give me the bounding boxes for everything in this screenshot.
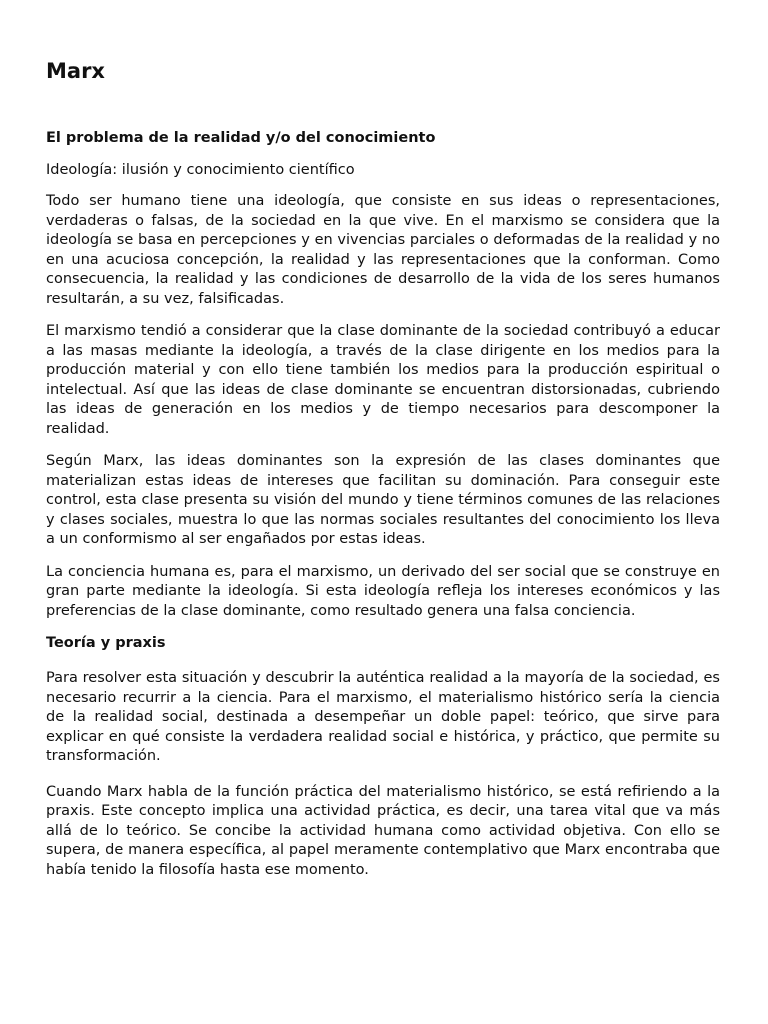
paragraph: Según Marx, las ideas dominantes son la expresión de las clases dominantes que materializan estas ideas de intereses que facilitan su dominación. Para conseguir este control, esta clase presenta su visión del mundo y tiene términos comunes de las relaciones y clases sociales, muestra lo que las normas sociales resultantes del conocimiento los lleva a un conformismo al ser engañados por estas ideas. bbox=[46, 453, 720, 547]
paragraph: Para resolver esta situación y descubrir la auténtica realidad a la mayoría de la sociedad, es necesario recurrir a la ciencia. Para el marxismo, el materialismo histórico sería la ciencia de la realidad social, destinada a desempeñar un doble papel: teórico, que sirve para explicar en qué consiste la verdadera realidad social e histórica, y práctico, que permite su transformación. bbox=[46, 670, 720, 764]
paragraph: Todo ser humano tiene una ideología, que consiste en sus ideas o representaciones, verdaderas o falsas, de la sociedad en la que vive. En el marxismo se considera que la ideología se basa en percepciones y en vivencias parciales o deformadas de la realidad y no en una acuciosa concepción, la realidad y las representaciones que la conforman. Como consecuencia, la realidad y las condiciones de desarrollo de la vida de los seres humanos resultarán, a su vez, falsificadas. bbox=[46, 193, 720, 307]
section-heading-conocimiento: El problema de la realidad y/o del conocimiento bbox=[46, 130, 436, 146]
paragraph: La conciencia humana es, para el marxismo, un derivado del ser social que se construye en gran parte mediante la ideología. Si esta ideología refleja los intereses económicos y las preferencias de la clase dominante, como resultado genera una falsa conciencia. bbox=[46, 563, 720, 619]
document-title: Marx bbox=[46, 59, 105, 83]
section-heading-teoria-praxis: Teoría y praxis bbox=[46, 635, 166, 651]
paragraph: Cuando Marx habla de la función práctica del materialismo histórico, se está refiriendo a la praxis. Este concepto implica una actividad práctica, es decir, una tarea vital que va más allá de lo teórico. Se concibe la actividad humana como actividad objetiva. Con ello se supera, de manera específica, al papel meramente contemplativo que Marx encontraba que había tenido la filosofía hasta ese momento. bbox=[46, 783, 720, 878]
subheading-ideologia: Ideología: ilusión y conocimiento científico bbox=[46, 162, 355, 178]
paragraph: El marxismo tendió a considerar que la clase dominante de la sociedad contribuyó a educar a las masas mediante la ideología, a través de la clase dirigente en los medios para la producción material y con ello tiene también los medios para la producción espiritual o intelectual. Así que las ideas de clase dominante se encuentran distorsionadas, cubriendo las ideas de generación en los medios y de tiempo necesarios para descomponer la realidad. bbox=[46, 323, 720, 437]
